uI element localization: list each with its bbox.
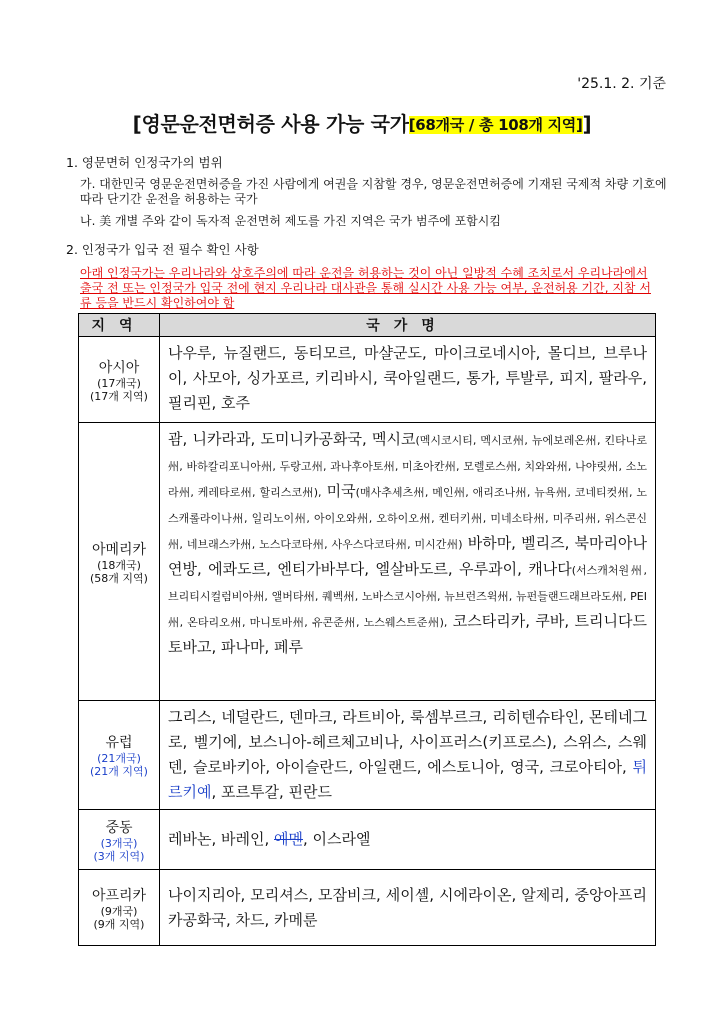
countries-europe <box>160 701 656 810</box>
yemen-struck: 예멘 <box>274 830 303 848</box>
table-row-africa <box>79 870 656 946</box>
document-title <box>0 108 724 137</box>
title-main: [영문운전면허증 사용 가능 국가 <box>132 112 409 136</box>
region-cell-africa <box>79 870 160 946</box>
mexico-states: (멕시코시티, 멕시코州, 뉴에보레온州, 킨타나로州, 바하칼리포니아州, 두랑고州, 과나후아토州, 미초아칸州, 모렐로스州, 치와와州, 나야릿州, 소노라州, 케레타로州, 할리스코州), <box>168 434 647 499</box>
countries-mideast <box>160 810 656 870</box>
region-name: 유럽 <box>105 735 133 751</box>
europe-text-1: 그리스, 네덜란드, 덴마크, 라트비아, 룩셈부르크, 리히텐슈타인, 몬테네그로, 벨기에, 보스니아-헤르체고비나, 사이프러스(키프로스), 스위스, 스웨덴, 슬로바키아, 아이슬란드, 아일랜드, 에스토니아, 영국, 크로아티아, <box>168 708 647 776</box>
region-country-count: (3개국) <box>100 836 138 850</box>
region-area-count: (3개 지역) <box>93 849 145 863</box>
america-text-3: 코스타리카, 쿠바, 트리니다드토바고, 파나마, 페루 <box>168 612 647 656</box>
usa-states: (매사추세츠州, 메인州, 애리조나州, 뉴욕州, 코네티컷州, 노스캐롤라이나州, 일리노이州, 아이오와州, 오하이오州, 켄터키州, 미네소타州, 미주리州, 위스콘신州, 네브래스카州, 노스다코타州, 사우스다코타州, 미시간州) <box>168 486 647 551</box>
warning-notice: 아래 인정국가는 우리나라와 상호주의에 따라 운전을 허용하는 것이 아닌 일방적 수혜 조치로서 우리나라에서 출국 전 또는 인정국가 입국 전에 현지 우리나라 대사관을 통해 실시간 사용 가능 여부, 운전허용 기간, 지참 서류 등을 반드시 확인하여야 함 <box>80 266 651 310</box>
america-text-2: 바하마, 벨리즈, 북마리아나연방, 에콰도르, 엔티가바부다, 엘살바도르, 우루과이, 캐나다 <box>168 534 648 578</box>
region-cell-mideast <box>79 810 160 870</box>
region-country-count: (18개국) <box>97 558 141 572</box>
region-area-count: (21개 지역) <box>90 765 148 778</box>
america-text-1: 괌, 니카라과, 도미니카공화국, 멕시코 <box>168 430 416 448</box>
region-name: 아프리카 <box>91 887 147 904</box>
region-name: 중동 <box>105 819 133 836</box>
region-name: 아시아 <box>98 359 140 376</box>
canada-provinces: (서스캐처원州, 브리티시컬럼비아州, 앨버타州, 퀘벡州, 노바스코시아州, 뉴브런즈윅州, 뉴펀들랜드래브라도州, PEI州, 온타리오州, 마니토바州, 유콘준州, 노스웨스트준州), <box>168 564 647 629</box>
mideast-text-1: 레바논, 바레인, <box>168 830 275 848</box>
region-cell-america <box>79 423 160 701</box>
region-area-count: (17개 지역) <box>90 389 148 403</box>
region-name: 아메리카 <box>91 541 147 558</box>
title-highlight: [68개국 / 총 108개 지역] <box>408 116 583 134</box>
region-cell-europe <box>79 701 160 810</box>
section1-heading: 1. 영문면허 인정국가의 범위 <box>66 155 223 170</box>
table-row-europe <box>79 701 656 810</box>
table-row-mideast <box>79 810 656 870</box>
europe-text-2: , 포르투갈, 핀란드 <box>211 783 332 801</box>
countries-asia: 나우루, 뉴질랜드, 동티모르, 마샬군도, 마이크로네시아, 몰디브, 브루나이, 사모아, 싱가포르, 키리바시, 쿡아일랜드, 통가, 투발루, 피지, 팔라우, 필리핀, 호주 <box>160 337 656 423</box>
title-close: ] <box>582 112 592 136</box>
reference-date: '25.1. 2. 기준 <box>577 76 666 92</box>
table-row-america <box>79 423 656 701</box>
table-header-row <box>79 314 656 337</box>
region-country-count: (21개국) <box>97 752 141 765</box>
countries-america <box>160 423 656 701</box>
region-country-count: (17개국) <box>97 376 141 390</box>
header-region: 지역 <box>79 314 160 337</box>
region-area-count: (9개 지역) <box>93 917 145 931</box>
table-row-asia <box>79 337 656 423</box>
region-cell-asia <box>79 337 160 423</box>
country-table <box>78 313 656 946</box>
mideast-text-2: , 이스라엘 <box>303 830 371 848</box>
section1-item-b: 나. 美 개별 주와 같이 독자적 운전면허 제도를 가진 지역은 국가 범주에 포함시킴 <box>80 214 501 228</box>
countries-africa: 나이지리아, 모리셔스, 모잠비크, 세이셸, 시에라이온, 알제리, 중앙아프리카공화국, 차드, 카메룬 <box>160 870 656 946</box>
header-countries: 국가명 <box>160 314 656 337</box>
turkiye-highlight: 튀르키예 <box>168 758 647 801</box>
section2-heading: 2. 인정국가 입국 전 필수 확인 사항 <box>66 242 259 257</box>
america-text-usa: 미국 <box>321 482 356 500</box>
region-area-count: (58개 지역) <box>90 571 148 585</box>
region-country-count: (9개국) <box>100 904 138 918</box>
section1-item-a: 가. 대한민국 영문운전면허증을 가진 사람에게 여권을 지참할 경우, 영문운전면허증에 기재된 국제적 차량 기호에 따라 단기간 운전을 허용하는 국가 <box>80 177 667 206</box>
